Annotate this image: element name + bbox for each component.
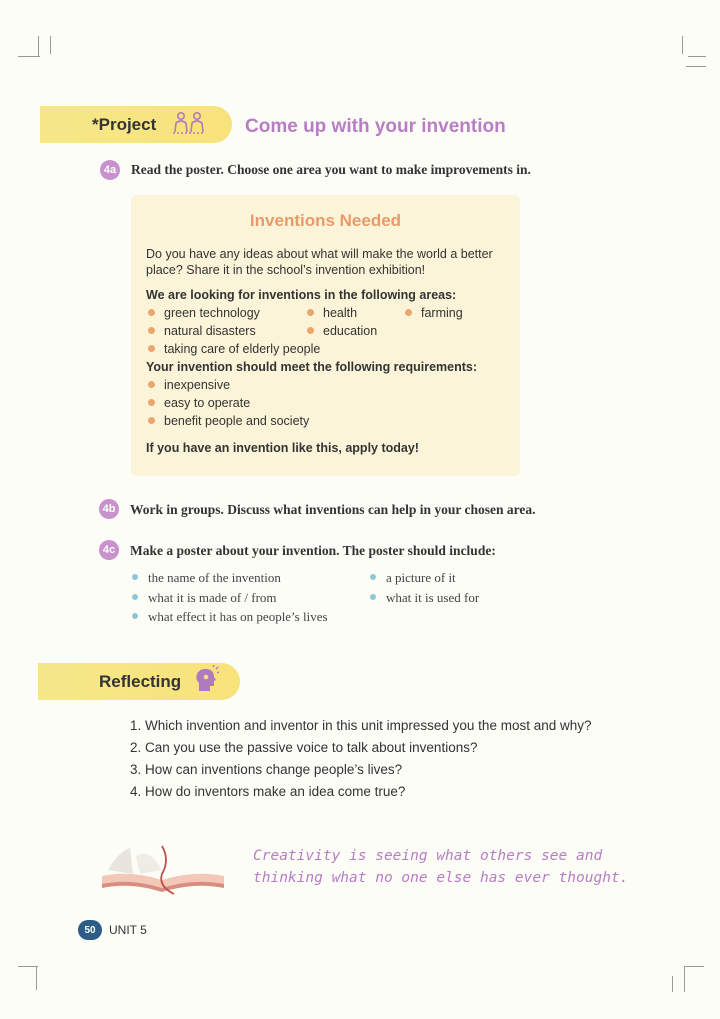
crop-mark <box>50 36 51 54</box>
bullet-dot <box>148 345 155 352</box>
poster-include-item: what it is used for <box>370 590 479 606</box>
project-title: Come up with your invention <box>245 116 506 137</box>
bullet-dot <box>405 309 412 316</box>
crop-mark <box>38 36 39 56</box>
crop-mark <box>18 966 38 967</box>
task-badge-4c: 4c <box>99 540 119 560</box>
reflecting-question: 2. Can you use the passive voice to talk about inventions? <box>130 740 478 755</box>
area-item: natural disasters <box>148 324 256 338</box>
project-label: *Project <box>92 114 157 134</box>
inventions-poster <box>131 195 520 476</box>
poster-intro: Do you have any ideas about what will make the world a better place? Share it in the school’s invention exhibition! <box>146 247 493 277</box>
bullet-dot <box>370 574 376 580</box>
bullet-dot <box>148 327 155 334</box>
bullet-dot <box>148 399 155 406</box>
thinking-head-icon <box>193 665 219 698</box>
crop-mark <box>684 966 685 992</box>
crop-mark <box>36 966 37 990</box>
quote-line: Creativity is seeing what others see and <box>253 848 603 864</box>
task-4a-instruction: Read the poster. Choose one area you want to make improvements in. <box>131 162 531 177</box>
bullet-dot <box>132 594 138 600</box>
creativity-quote <box>253 845 628 889</box>
task-badge-4a: 4a <box>100 160 120 180</box>
bullet-dot <box>132 574 138 580</box>
poster-include-item: a picture of it <box>370 570 456 586</box>
requirements-heading: Your invention should meet the following requirements: <box>146 360 478 374</box>
areas-heading: We are looking for inventions in the following areas: <box>146 288 457 302</box>
area-item: farming <box>405 306 463 320</box>
poster-title: Inventions Needed <box>249 211 402 230</box>
bullet-dot <box>148 381 155 388</box>
poster-closing: If you have an invention like this, apply today! <box>146 441 419 455</box>
open-book-illustration <box>100 840 226 903</box>
bullet-dot <box>307 309 314 316</box>
crop-mark <box>672 976 673 992</box>
bullet-dot <box>148 417 155 424</box>
reflecting-question: 3. How can inventions change people’s lives? <box>130 762 403 777</box>
crop-mark <box>684 966 704 967</box>
task-badge-4b: 4b <box>99 499 119 519</box>
group-people-icon <box>172 110 206 139</box>
area-item: health <box>307 306 357 320</box>
requirement-item: benefit people and society <box>148 414 309 428</box>
bullet-dot <box>370 594 376 600</box>
poster-include-item: what effect it has on people’s lives <box>132 609 328 625</box>
bullet-dot <box>148 309 155 316</box>
crop-mark <box>688 56 706 57</box>
reflecting-label: Reflecting <box>99 671 182 691</box>
bullet-dot <box>307 327 314 334</box>
page-number: 50 <box>78 920 102 940</box>
area-item: taking care of elderly people <box>148 342 320 356</box>
quote-line: thinking what no one else has ever thought. <box>253 870 629 886</box>
bullet-dot <box>132 613 138 619</box>
area-item: education <box>307 324 377 338</box>
crop-mark <box>682 36 683 54</box>
requirement-item: easy to operate <box>148 396 250 410</box>
crop-mark <box>18 56 40 57</box>
reflecting-question: 1. Which invention and inventor in this unit impressed you the most and why? <box>130 718 592 733</box>
area-item: green technology <box>148 306 260 320</box>
task-4b-instruction: Work in groups. Discuss what inventions can help in your chosen area. <box>130 502 536 517</box>
reflecting-question: 4. How do inventors make an idea come true? <box>130 784 406 799</box>
poster-include-item: what it is made of / from <box>132 590 277 606</box>
task-4c-instruction: Make a poster about your invention. The poster should include: <box>130 543 496 558</box>
requirement-item: inexpensive <box>148 378 230 392</box>
reflecting-banner <box>38 663 240 700</box>
project-banner <box>40 106 232 143</box>
unit-label: UNIT 5 <box>109 923 147 937</box>
crop-mark <box>686 66 706 67</box>
poster-include-item: the name of the invention <box>132 570 281 586</box>
